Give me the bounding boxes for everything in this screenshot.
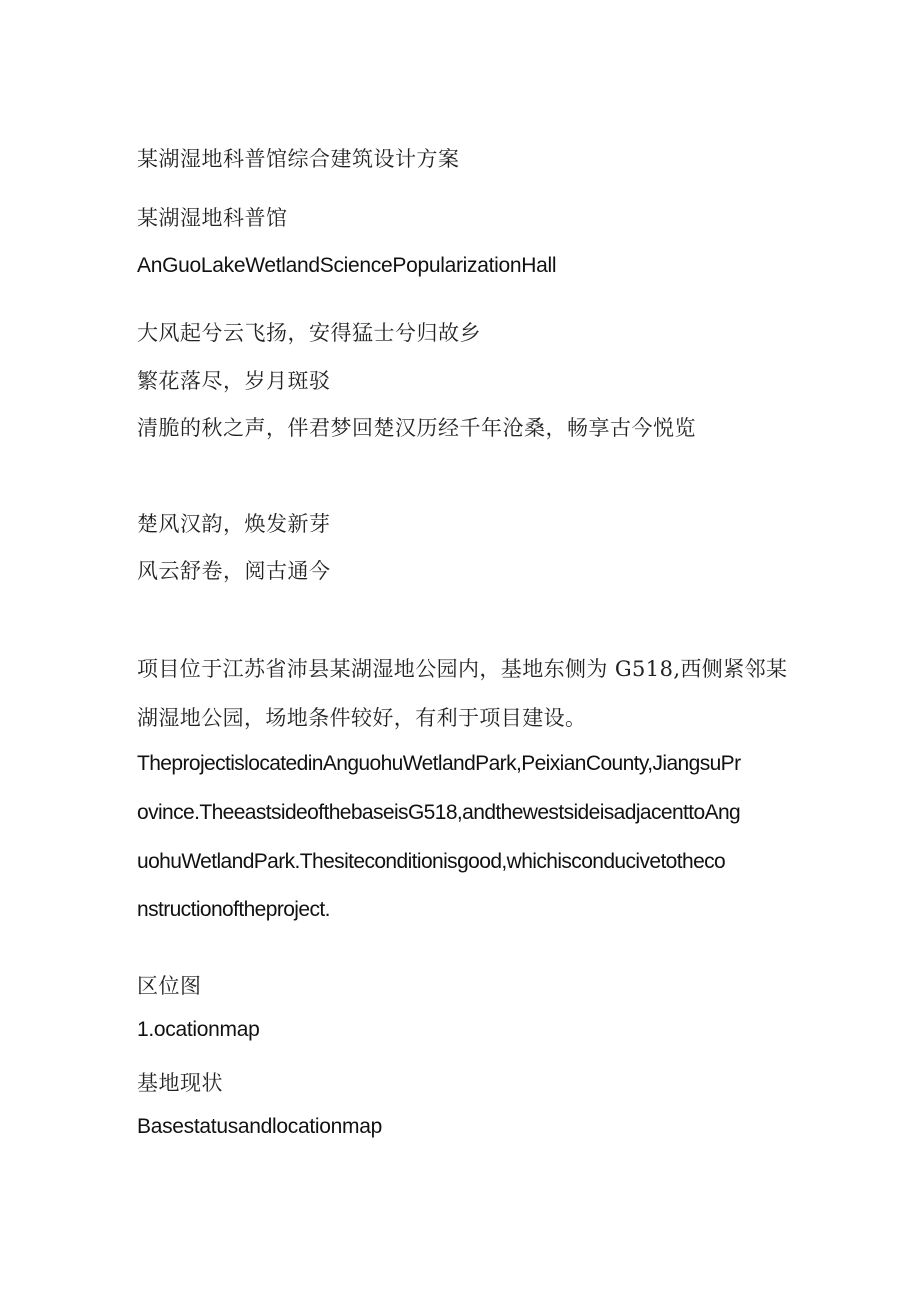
location-map-heading-cn: 区位图 (137, 974, 202, 998)
location-map-heading-en: 1.ocationmap (137, 1018, 260, 1041)
base-status-heading-en: Basestatusandlocationmap (137, 1115, 382, 1138)
poem-line-1: 大风起兮云飞扬，安得猛士兮归故乡 (137, 321, 481, 345)
poem-line-3: 清脆的秋之声，伴君梦回楚汉历经千年沧桑，畅享古今悦览 (137, 416, 696, 440)
description-en-line-1: TheprojectislocatedinAnguohuWetlandPark,PeixianCounty,JiangsuPr (137, 752, 741, 775)
subtitle-chinese: 某湖湿地科普馆 (137, 206, 288, 230)
description-cn-line-1: 项目位于江苏省沛县某湖湿地公园内，基地东侧为 G518,西侧紧邻某 (137, 657, 788, 681)
poem-line-2: 繁花落尽，岁月斑驳 (137, 369, 331, 393)
slogan-line-1: 楚风汉韵，焕发新芽 (137, 512, 331, 536)
description-en-line-3: uohuWetlandPark.Thesiteconditionisgood,whichisconducivetotheco (137, 850, 726, 873)
description-cn-line-2: 湖湿地公园，场地条件较好，有利于项目建设。 (137, 706, 587, 730)
base-status-heading-cn: 基地现状 (137, 1071, 223, 1095)
description-en-line-4: nstructionoftheproject. (137, 898, 330, 921)
description-en-line-2: ovince.TheeastsideofthebaseisG518,andthewestsideisadjacenttoAng (137, 801, 741, 824)
slogan-line-2: 风云舒卷，阅古通今 (137, 559, 331, 583)
document-title: 某湖湿地科普馆综合建筑设计方案 (137, 147, 460, 171)
subtitle-english: AnGuoLakeWetlandSciencePopularizationHall (137, 254, 557, 277)
